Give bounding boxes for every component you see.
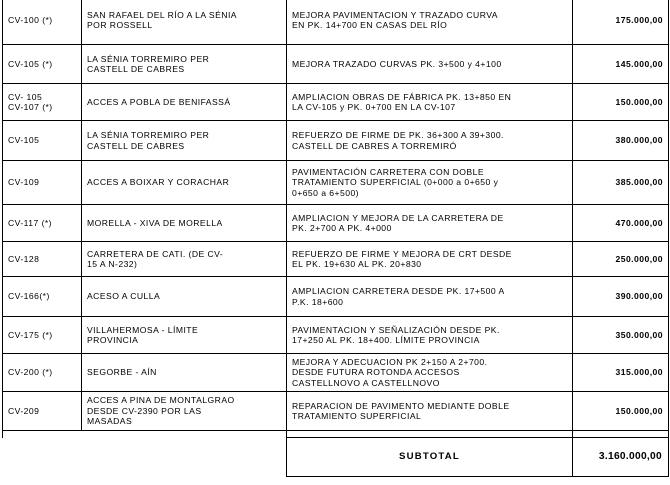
amount: 145.000,00 xyxy=(573,45,669,84)
subtotal-amount: 3.160.000,00 xyxy=(573,438,669,477)
road-name: ACCES A BOIXAR Y CORACHAR xyxy=(82,161,287,205)
work-description: REPARACION DE PAVIMENTO MEDIANTE DOBLE TRATAMIENTO SUPERFICIAL xyxy=(287,392,573,431)
table-gap xyxy=(3,431,669,438)
gap-cell xyxy=(573,431,669,438)
work-description: REFUERZO DE FIRME DE PK. 36+300 A 39+300. CASTELL DE CABRES A TORREMIRÓ xyxy=(287,121,573,161)
table-row xyxy=(3,205,669,242)
work-description: MEJORA PAVIMENTACION Y TRAZADO CURVA EN PK. 14+700 EN CASAS DEL RÍO xyxy=(287,0,573,45)
road-name: ACESO A CULLA xyxy=(82,277,287,317)
road-name: SEGORBE - AÍN xyxy=(82,354,287,392)
road-name: LA SÉNIA TORREMIRO PER CASTELL DE CABRES xyxy=(82,45,287,84)
amount: 350.000,00 xyxy=(573,317,669,354)
table-row xyxy=(3,277,669,317)
amount: 390.000,00 xyxy=(573,277,669,317)
amount: 250.000,00 xyxy=(573,242,669,277)
work-description: AMPLIACION Y MEJORA DE LA CARRETERA DE PK. 2+700 A PK. 4+000 xyxy=(287,205,573,242)
table-row xyxy=(3,392,669,431)
work-description: REFUERZO DE FIRME Y MEJORA DE CRT DESDE EL PK. 19+630 AL PK. 20+830 xyxy=(287,242,573,277)
table-row xyxy=(3,242,669,277)
subtotal-row xyxy=(3,438,669,477)
road-name: MORELLA - XIVA DE MORELLA xyxy=(82,205,287,242)
table-row xyxy=(3,354,669,392)
road-name: VILLAHERMOSA - LÍMITE PROVINCIA xyxy=(82,317,287,354)
work-description: PAVIMENTACION Y SEÑALIZACIÓN DESDE PK. 17+250 AL PK. 18+400. LÍMITE PROVINCIA xyxy=(287,317,573,354)
road-code: CV-209 xyxy=(3,392,82,431)
work-description: MEJORA Y ADECUACION PK 2+150 A 2+700. DESDE FUTURA ROTONDA ACCESOS CASTELLNOVO A CASTELLNOVO xyxy=(287,354,573,392)
road-code: CV-200 (*) xyxy=(3,354,82,392)
road-code: CV-109 xyxy=(3,161,82,205)
amount: 385.000,00 xyxy=(573,161,669,205)
road-code: CV-117 (*) xyxy=(3,205,82,242)
road-name: SAN RAFAEL DEL RÍO A LA SÉNIA POR ROSSELL xyxy=(82,0,287,45)
amount: 380.000,00 xyxy=(573,121,669,161)
gap-cell xyxy=(82,431,287,438)
work-description: AMPLIACION CARRETERA DESDE PK. 17+500 A P.K. 18+600 xyxy=(287,277,573,317)
table-row xyxy=(3,45,669,84)
amount: 175.000,00 xyxy=(573,0,669,45)
gap-cell xyxy=(287,431,573,438)
road-name: CARRETERA DE CATI. (DE CV- 15 A N-232) xyxy=(82,242,287,277)
work-description: AMPLIACION OBRAS DE FÁBRICA PK. 13+850 EN LA CV-105 y PK. 0+700 EN LA CV-107 xyxy=(287,84,573,121)
road-name: LA SÉNIA TORREMIRO PER CASTELL DE CABRES xyxy=(82,121,287,161)
table-row xyxy=(3,317,669,354)
table-row xyxy=(3,0,669,45)
table-row xyxy=(3,84,669,121)
amount: 315.000,00 xyxy=(573,354,669,392)
amount: 470.000,00 xyxy=(573,205,669,242)
table-row xyxy=(3,121,669,161)
subtotal-label: SUBTOTAL xyxy=(287,438,573,477)
subtotal-spacer xyxy=(82,438,287,477)
road-code: CV-100 (*) xyxy=(3,0,82,45)
road-code: CV- 105 CV-107 (*) xyxy=(3,84,82,121)
subtotal-spacer xyxy=(3,438,82,477)
road-code: CV-128 xyxy=(3,242,82,277)
work-description: MEJORA TRAZADO CURVAS PK. 3+500 y 4+100 xyxy=(287,45,573,84)
amount: 150.000,00 xyxy=(573,84,669,121)
amount: 150.000,00 xyxy=(573,392,669,431)
road-code: CV-166(*) xyxy=(3,277,82,317)
road-name: ACCES A POBLA DE BENIFASSÁ xyxy=(82,84,287,121)
road-code: CV-175 (*) xyxy=(3,317,82,354)
road-code: CV-105 (*) xyxy=(3,45,82,84)
road-code: CV-105 xyxy=(3,121,82,161)
road-works-table xyxy=(2,0,669,477)
gap-cell xyxy=(3,431,82,438)
road-name: ACCES A PINA DE MONTALGRAO DESDE CV-2390 POR LAS MASADAS xyxy=(82,392,287,431)
table-row xyxy=(3,161,669,205)
work-description: PAVIMENTACIÓN CARRETERA CON DOBLE TRATAMIENTO SUPERFICIAL (0+000 a 0+650 y 0+650 a 6+500) xyxy=(287,161,573,205)
